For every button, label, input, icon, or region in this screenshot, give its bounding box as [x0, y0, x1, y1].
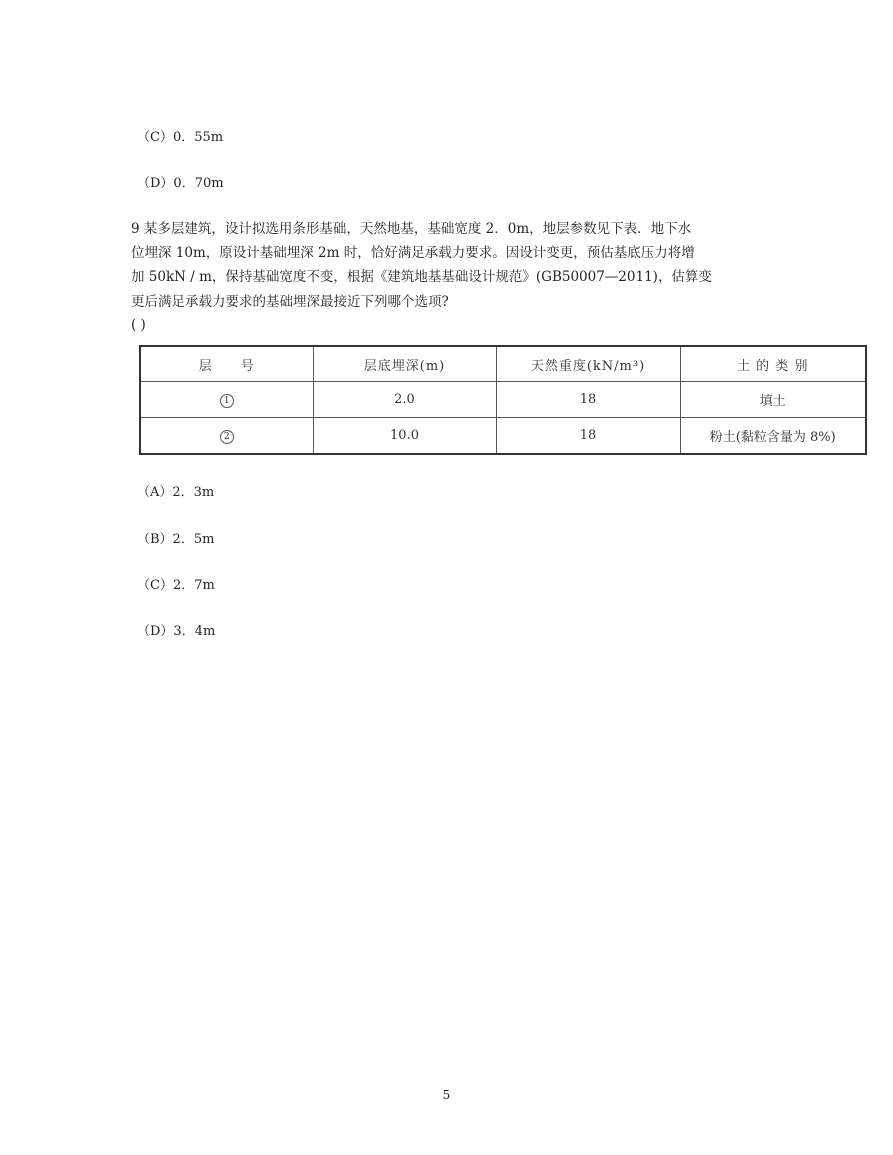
cell-layer-no	[140, 418, 313, 455]
option-c: （C）2．7m	[137, 578, 215, 593]
cell-soil-type: 填土	[680, 382, 866, 418]
cell-weight: 18	[496, 418, 680, 455]
soil-parameter-table	[139, 345, 867, 455]
cell-layer-no	[140, 382, 313, 418]
question-line-4: 更后满足承载力要求的基础埋深最接近下列哪个选项?	[131, 294, 449, 310]
cell-soil-type: 粉土(黏粒含量为 8%)	[680, 418, 866, 455]
option-d: （D）3．4m	[137, 624, 216, 639]
header-bottom-depth: 层底埋深(m)	[313, 346, 496, 382]
cell-depth: 10.0	[313, 418, 496, 455]
question-line-2: 位埋深 10m，原设计基础埋深 2m 时，恰好满足承载力要求。因设计变更，预估基底压力将增	[131, 245, 695, 261]
table-row	[140, 418, 866, 455]
header-layer-no: 层 号	[140, 346, 313, 382]
prev-option-d: （D）0．70m	[137, 176, 224, 191]
option-b: （B）2．5m	[137, 532, 215, 547]
table-row	[140, 382, 866, 418]
option-a: （A）2．3m	[137, 485, 215, 500]
circled-number: 1	[220, 394, 234, 408]
table-header-row	[140, 346, 866, 382]
question-line-1: 9 某多层建筑，设计拟选用条形基础，天然地基，基础宽度 2．0m，地层参数见下表．地下水	[131, 221, 692, 237]
header-unit-weight: 天然重度(kN/m³)	[496, 346, 680, 382]
question-line-3: 加 50kN / m，保持基础宽度不变，根据《建筑地基基础设计规范》(GB50007—2011)，估算变	[131, 269, 712, 285]
circled-number: 2	[220, 430, 234, 444]
page-number: 5	[442, 1088, 451, 1102]
cell-depth: 2.0	[313, 382, 496, 418]
header-soil-type: 土 的 类 别	[680, 346, 866, 382]
cell-weight: 18	[496, 382, 680, 418]
prev-option-c: （C）0．55m	[137, 130, 224, 145]
answer-blank: ( )	[131, 317, 146, 333]
